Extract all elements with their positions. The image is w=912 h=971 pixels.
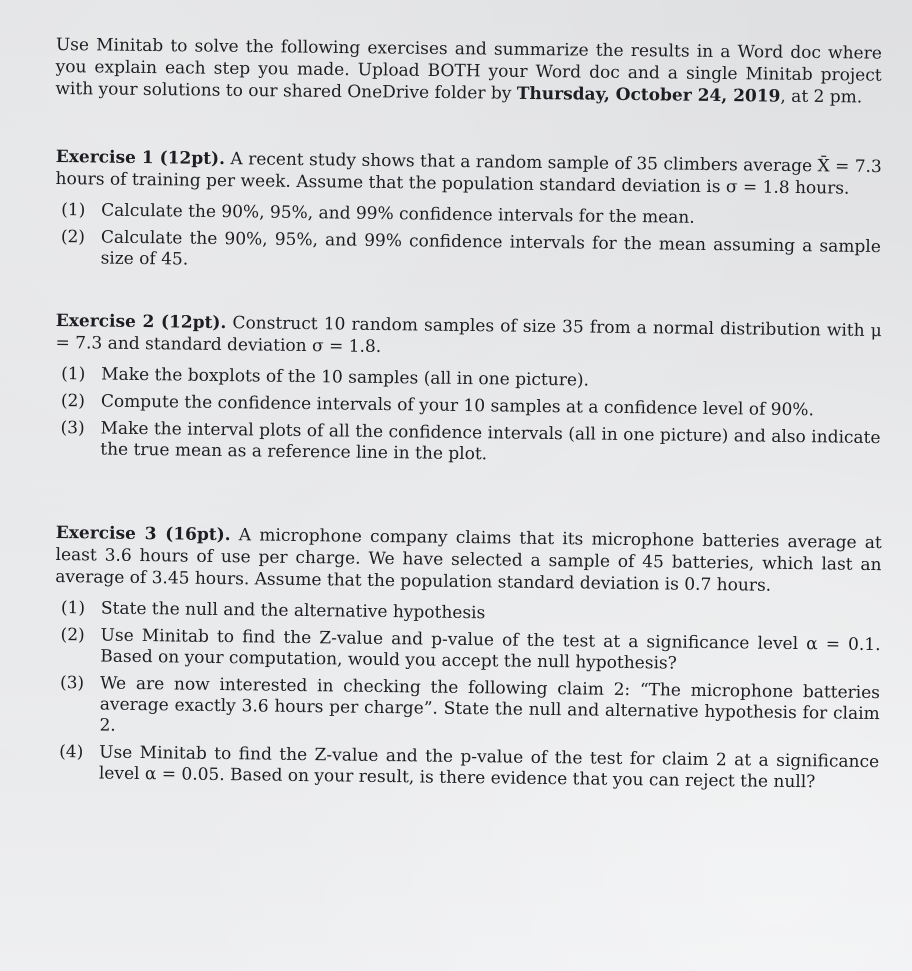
exercise-2-statement — [55, 310, 881, 364]
exercise-3-item-4 — [53, 742, 879, 794]
item-text: We are now interested in checking the following claim 2: “The microphone batteries average exactly 3.6 hours per charge”. State the null and alternative hypothesis for claim 2. — [99, 673, 881, 736]
item-number: (2) — [60, 391, 86, 412]
exercise-2-item-2 — [55, 391, 881, 422]
item-number: (1) — [61, 200, 86, 221]
item-number: (2) — [60, 227, 86, 248]
exercise-3-item-2 — [54, 625, 880, 677]
item-text: Make the interval plots of all the confidence intervals (all in one picture) and also indicate the true mean as a reference line in the plot. — [100, 418, 881, 465]
exercise-2-description: Construct 10 random samples of size 35 from a normal distribution with μ = 7.3 and standard deviation σ = 1.8. — [55, 313, 882, 357]
item-text: Use Minitab to find the Z-value and p-value of the test at a significance level α = 0.1. Based on your computation, would you accept the null hypothesis? — [100, 625, 881, 674]
exercise-1-description: A recent study shows that a random sample of 35 climbers average X̄ = 7.3 hours of training per week. Assume that the population standard deviation is σ = 1.8 hours. — [55, 149, 882, 199]
exercise-2 — [54, 310, 882, 476]
exercise-1-statement — [55, 146, 881, 200]
item-number: (2) — [60, 625, 85, 646]
instructions-text: Use Minitab to solve the following exercises and summarize the results in a Word doc where you explain each step you made. Upload BOTH your Word doc and a single Minitab project with your solutions to our shared OneDrive folder by — [55, 34, 882, 104]
exercise-3-item-1 — [55, 598, 881, 629]
item-number: (1) — [60, 598, 86, 619]
item-number: (4) — [59, 742, 84, 763]
item-number: (3) — [59, 673, 85, 694]
deadline-time: , at 2 pm. — [780, 86, 863, 108]
exercise-1-heading: Exercise 1 (12pt). — [55, 146, 226, 170]
item-text: Compute the confidence intervals of your 10 samples at a confidence level of 90%. — [100, 391, 815, 421]
item-text: Use Minitab to find the Z-value and the p-value of the test for claim 2 at a significance level α = 0.05. Based on your result, is there evidence that you can reject the null? — [98, 742, 880, 793]
exercise-3-statement — [55, 522, 882, 598]
exercise-2-items — [54, 364, 881, 470]
item-number: (1) — [61, 364, 86, 385]
item-number: (3) — [60, 418, 85, 439]
exercise-3 — [53, 522, 882, 800]
instructions-paragraph — [55, 34, 882, 109]
item-text: State the null and the alternative hypothesis — [100, 598, 486, 624]
exercise-1 — [54, 146, 882, 285]
exercise-2-item-1 — [55, 364, 881, 395]
exercise-1-items — [54, 200, 881, 279]
exercise-3-items — [53, 598, 881, 794]
exercise-2-item-3 — [54, 418, 880, 470]
instructions — [55, 34, 882, 109]
deadline-date: Thursday, October 24, 2019 — [516, 83, 781, 107]
exercise-1-item-1 — [55, 200, 881, 231]
item-text: Calculate the 90%, 95%, and 99% confidence intervals for the mean. — [101, 200, 695, 228]
exercise-1-item-2 — [54, 227, 880, 279]
exercise-3-item-3 — [53, 673, 880, 746]
exercise-2-heading: Exercise 2 (12pt). — [55, 310, 227, 334]
exercise-3-description: A microphone company claims that its microphone batteries average at least 3.6 hours of use per charge. We have selected a sample of 45 batteries, which last an average of 3.45 hours. Assume that the population standard deviation is 0.7 hours. — [55, 525, 882, 596]
item-text: Make the boxplots of the 10 samples (all in one picture). — [101, 364, 590, 391]
item-text: Calculate the 90%, 95%, and 99% confidence intervals for the mean assuming a sample size of 45. — [100, 227, 881, 270]
exercise-3-heading: Exercise 3 (16pt). — [55, 522, 231, 546]
